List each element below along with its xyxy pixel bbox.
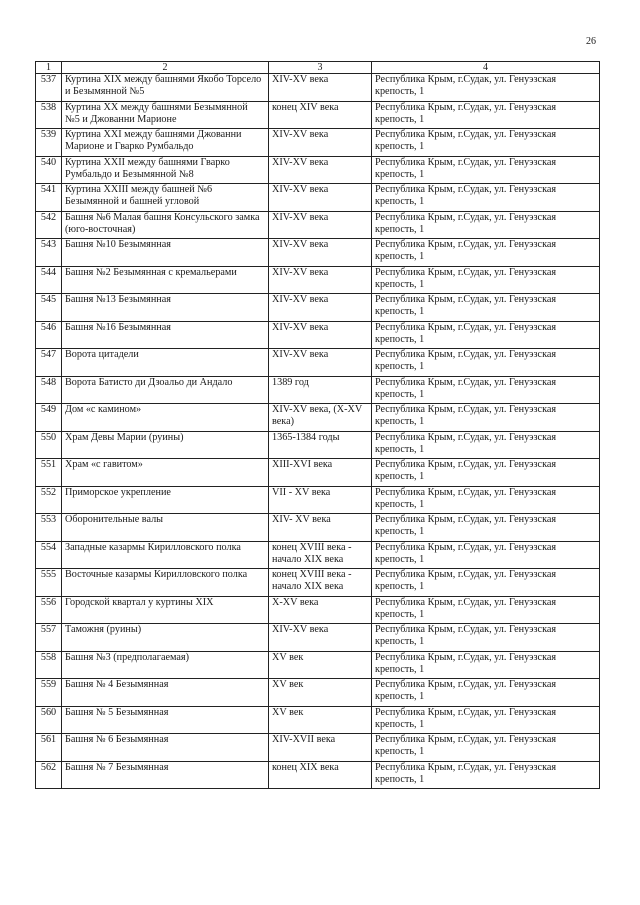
object-name-cell: Храм Девы Марии (руины)	[62, 431, 269, 459]
object-name-cell: Башня №6 Малая башня Консульского замка (юго-восточная)	[62, 211, 269, 239]
table-row	[36, 129, 600, 157]
table-row	[36, 156, 600, 184]
address-cell: Республика Крым, г.Судак, ул. Генуэзская крепость, 1	[372, 404, 600, 432]
column-header-1: 1	[36, 62, 62, 74]
object-name-cell: Башня № 7 Безымянная	[62, 761, 269, 789]
table-row	[36, 184, 600, 212]
dating-cell: XV век	[269, 706, 372, 734]
row-number-cell: 559	[36, 679, 62, 707]
table-row	[36, 266, 600, 294]
object-name-cell: Башня № 4 Безымянная	[62, 679, 269, 707]
object-name-cell: Башня №2 Безымянная с кремальерами	[62, 266, 269, 294]
dating-cell: XIV-XV века	[269, 129, 372, 157]
dating-cell: XV век	[269, 679, 372, 707]
table-row	[36, 761, 600, 789]
table-row	[36, 431, 600, 459]
row-number-cell: 555	[36, 569, 62, 597]
object-name-cell: Дом «с камином»	[62, 404, 269, 432]
table-row	[36, 349, 600, 377]
address-cell: Республика Крым, г.Судак, ул. Генуэзская крепость, 1	[372, 706, 600, 734]
row-number-cell: 556	[36, 596, 62, 624]
dating-cell: 1389 год	[269, 376, 372, 404]
address-cell: Республика Крым, г.Судак, ул. Генуэзская крепость, 1	[372, 679, 600, 707]
dating-cell: XIV-XV века	[269, 294, 372, 322]
row-number-cell: 547	[36, 349, 62, 377]
dating-cell: XIV-XV века	[269, 211, 372, 239]
table-row	[36, 239, 600, 267]
address-cell: Республика Крым, г.Судак, ул. Генуэзская крепость, 1	[372, 294, 600, 322]
address-cell: Республика Крым, г.Судак, ул. Генуэзская крепость, 1	[372, 431, 600, 459]
table-row	[36, 404, 600, 432]
address-cell: Республика Крым, г.Судак, ул. Генуэзская крепость, 1	[372, 376, 600, 404]
object-name-cell: Куртина XXII между башнями Гварко Румбальдо и Безымянной №8	[62, 156, 269, 184]
dating-cell: XIV-XV века	[269, 74, 372, 102]
object-name-cell: Оборонительные валы	[62, 514, 269, 542]
object-name-cell: Западные казармы Кирилловского полка	[62, 541, 269, 569]
column-header-4: 4	[372, 62, 600, 74]
row-number-cell: 558	[36, 651, 62, 679]
table-row	[36, 734, 600, 762]
address-cell: Республика Крым, г.Судак, ул. Генуэзская крепость, 1	[372, 569, 600, 597]
table-row	[36, 679, 600, 707]
heritage-registry-table	[35, 61, 600, 789]
object-name-cell: Куртина XXI между башнями Джованни Марионе и Гварко Румбальдо	[62, 129, 269, 157]
dating-cell: XIV-XV века, (X-XV века)	[269, 404, 372, 432]
address-cell: Республика Крым, г.Судак, ул. Генуэзская крепость, 1	[372, 596, 600, 624]
row-number-cell: 551	[36, 459, 62, 487]
object-name-cell: Башня №16 Безымянная	[62, 321, 269, 349]
object-name-cell: Башня №3 (предполагаемая)	[62, 651, 269, 679]
table-row	[36, 541, 600, 569]
address-cell: Республика Крым, г.Судак, ул. Генуэзская крепость, 1	[372, 211, 600, 239]
dating-cell: XIV- XV века	[269, 514, 372, 542]
table-header-row	[36, 62, 600, 74]
table-row	[36, 569, 600, 597]
dating-cell: конец XVIII века - начало XIX века	[269, 569, 372, 597]
row-number-cell: 545	[36, 294, 62, 322]
object-name-cell: Куртина XIX между башнями Якобо Торсело и Безымянной №5	[62, 74, 269, 102]
dating-cell: VII - XV века	[269, 486, 372, 514]
row-number-cell: 561	[36, 734, 62, 762]
row-number-cell: 541	[36, 184, 62, 212]
object-name-cell: Ворота цитадели	[62, 349, 269, 377]
object-name-cell: Храм «с гавитом»	[62, 459, 269, 487]
address-cell: Республика Крым, г.Судак, ул. Генуэзская крепость, 1	[372, 459, 600, 487]
object-name-cell: Куртина XXIII между башней №6 Безымянной и башней угловой	[62, 184, 269, 212]
table-row	[36, 459, 600, 487]
page-number: 26	[586, 36, 596, 47]
table-row	[36, 514, 600, 542]
object-name-cell: Городской квартал у куртины XIX	[62, 596, 269, 624]
object-name-cell: Куртина XX между башнями Безымянной №5 и Джованни Марионе	[62, 101, 269, 129]
address-cell: Республика Крым, г.Судак, ул. Генуэзская крепость, 1	[372, 541, 600, 569]
dating-cell: конец XIX века	[269, 761, 372, 789]
address-cell: Республика Крым, г.Судак, ул. Генуэзская крепость, 1	[372, 514, 600, 542]
object-name-cell: Восточные казармы Кирилловского полка	[62, 569, 269, 597]
address-cell: Республика Крым, г.Судак, ул. Генуэзская крепость, 1	[372, 734, 600, 762]
table-row	[36, 294, 600, 322]
table-row	[36, 486, 600, 514]
row-number-cell: 560	[36, 706, 62, 734]
dating-cell: XV век	[269, 651, 372, 679]
object-name-cell: Приморское укрепление	[62, 486, 269, 514]
object-name-cell: Башня №10 Безымянная	[62, 239, 269, 267]
row-number-cell: 557	[36, 624, 62, 652]
object-name-cell: Таможня (руины)	[62, 624, 269, 652]
row-number-cell: 550	[36, 431, 62, 459]
address-cell: Республика Крым, г.Судак, ул. Генуэзская крепость, 1	[372, 239, 600, 267]
dating-cell: XIV-XV века	[269, 321, 372, 349]
address-cell: Республика Крым, г.Судак, ул. Генуэзская крепость, 1	[372, 101, 600, 129]
row-number-cell: 539	[36, 129, 62, 157]
row-number-cell: 540	[36, 156, 62, 184]
row-number-cell: 544	[36, 266, 62, 294]
row-number-cell: 553	[36, 514, 62, 542]
address-cell: Республика Крым, г.Судак, ул. Генуэзская крепость, 1	[372, 156, 600, 184]
dating-cell: XIV-XV века	[269, 239, 372, 267]
table-row	[36, 101, 600, 129]
row-number-cell: 554	[36, 541, 62, 569]
table-row	[36, 74, 600, 102]
table-row	[36, 596, 600, 624]
row-number-cell: 546	[36, 321, 62, 349]
table-row	[36, 651, 600, 679]
address-cell: Республика Крым, г.Судак, ул. Генуэзская крепость, 1	[372, 266, 600, 294]
object-name-cell: Башня № 6 Безымянная	[62, 734, 269, 762]
dating-cell: конец XVIII века - начало XIX века	[269, 541, 372, 569]
address-cell: Республика Крым, г.Судак, ул. Генуэзская крепость, 1	[372, 184, 600, 212]
row-number-cell: 552	[36, 486, 62, 514]
dating-cell: XIV-XV века	[269, 624, 372, 652]
address-cell: Республика Крым, г.Судак, ул. Генуэзская крепость, 1	[372, 486, 600, 514]
row-number-cell: 549	[36, 404, 62, 432]
address-cell: Республика Крым, г.Судак, ул. Генуэзская крепость, 1	[372, 349, 600, 377]
column-header-2: 2	[62, 62, 269, 74]
address-cell: Республика Крым, г.Судак, ул. Генуэзская крепость, 1	[372, 74, 600, 102]
dating-cell: конец XIV века	[269, 101, 372, 129]
object-name-cell: Башня №13 Безымянная	[62, 294, 269, 322]
dating-cell: XIV-XVII века	[269, 734, 372, 762]
dating-cell: XIV-XV века	[269, 184, 372, 212]
dating-cell: XIV-XV века	[269, 266, 372, 294]
table-row	[36, 376, 600, 404]
table-row	[36, 624, 600, 652]
dating-cell: X-XV века	[269, 596, 372, 624]
table-body	[36, 74, 600, 789]
address-cell: Республика Крым, г.Судак, ул. Генуэзская крепость, 1	[372, 651, 600, 679]
object-name-cell: Башня № 5 Безымянная	[62, 706, 269, 734]
row-number-cell: 537	[36, 74, 62, 102]
row-number-cell: 542	[36, 211, 62, 239]
dating-cell: XIV-XV века	[269, 156, 372, 184]
table-row	[36, 321, 600, 349]
address-cell: Республика Крым, г.Судак, ул. Генуэзская крепость, 1	[372, 321, 600, 349]
address-cell: Республика Крым, г.Судак, ул. Генуэзская крепость, 1	[372, 129, 600, 157]
row-number-cell: 548	[36, 376, 62, 404]
dating-cell: XIV-XV века	[269, 349, 372, 377]
object-name-cell: Ворота Батисто ди Дзоальо ди Андало	[62, 376, 269, 404]
row-number-cell: 543	[36, 239, 62, 267]
column-header-3: 3	[269, 62, 372, 74]
row-number-cell: 562	[36, 761, 62, 789]
table-row	[36, 211, 600, 239]
address-cell: Республика Крым, г.Судак, ул. Генуэзская крепость, 1	[372, 624, 600, 652]
table-row	[36, 706, 600, 734]
address-cell: Республика Крым, г.Судак, ул. Генуэзская крепость, 1	[372, 761, 600, 789]
row-number-cell: 538	[36, 101, 62, 129]
dating-cell: 1365-1384 годы	[269, 431, 372, 459]
dating-cell: XIII-XVI века	[269, 459, 372, 487]
